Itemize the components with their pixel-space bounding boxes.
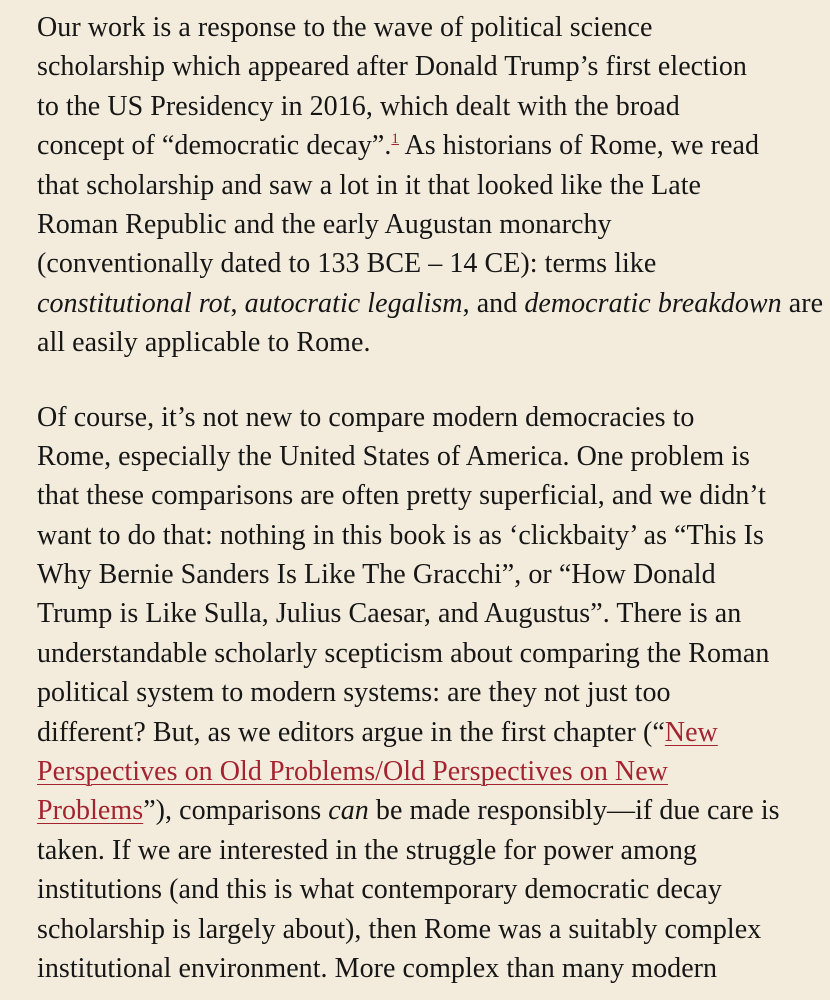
text-line: Why Bernie Sanders Is Like The Gracchi”, or “How Donald [37,559,716,591]
footnote-link[interactable]: 1 [391,131,399,148]
text-line: (conventionally dated to 133 BCE – 14 CE): terms like [37,248,657,280]
chapter-link[interactable]: Perspectives on Old Problems/Old Perspectives on New [37,756,668,788]
text-line [37,713,827,752]
text-line: Of course, it’s not new to compare modern democracies to [37,401,695,433]
text-line: Our work is a response to the wave of political science [37,12,653,43]
chapter-link[interactable]: Problems [37,795,144,827]
text-segment: , and [462,287,525,319]
text-segment: are [781,287,824,319]
text-line: all easily applicable to Rome. [37,327,371,359]
text-line: understandable scholarly scepticism about comparing the Roman [37,637,770,669]
italic-term: can [328,795,369,827]
text-segment: be made responsibly—if due care is [368,795,780,827]
text-line [37,752,827,791]
article-body [37,8,827,988]
text-line: scholarship which appeared after Donald Trump’s first election [37,51,747,83]
text-line: Trump is Like Sulla, Julius Caesar, and Augustus”. There is an [37,598,742,630]
paragraph-gap [37,363,827,398]
text-segment: concept of “democratic decay”. [37,130,392,162]
text-line [37,126,827,165]
text-line: to the US Presidency in 2016, which dealt with the broad [37,90,680,122]
text-line: Rome, especially the United States of America. One problem is [37,440,750,472]
paragraph-1 [37,8,827,363]
text-line [37,284,827,323]
text-line: institutions (and this is what contemporary democratic decay [37,874,722,906]
text-line: institutional environment. More complex than many modern [37,952,718,984]
italic-term: autocratic legalism [244,287,463,319]
italic-term: democratic breakdown [524,287,782,319]
italic-term: constitutional rot [37,287,231,319]
text-line: taken. If we are interested in the struggle for power among [37,834,697,866]
text-segment: different? But, as we editors argue in the first chapter (“ [37,716,665,748]
paragraph-2 [37,398,827,989]
text-line: want to do that: nothing in this book is as ‘clickbaity’ as “This Is [37,519,764,551]
text-segment: As historians of Rome, we read [398,130,760,162]
text-line: that scholarship and saw a lot in it that looked like the Late [37,169,702,201]
text-line: scholarship is largely about), then Rome was a suitably complex [37,913,762,945]
text-segment: , [230,287,245,319]
bottom-clip [0,985,830,1000]
text-segment: ”), comparisons [143,795,329,827]
text-line: political system to modern systems: are they not just too [37,677,671,709]
text-line: that these comparisons are often pretty superficial, and we didn’t [37,480,766,512]
chapter-link[interactable]: New [664,716,718,748]
text-line [37,791,827,830]
text-line: Roman Republic and the early Augustan monarchy [37,208,612,240]
